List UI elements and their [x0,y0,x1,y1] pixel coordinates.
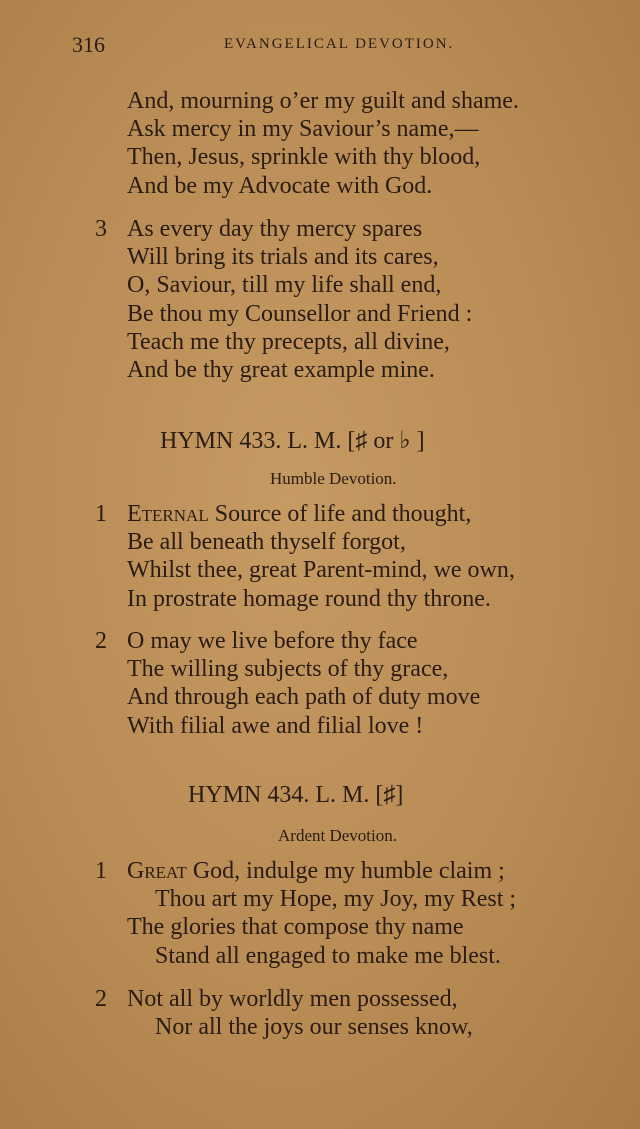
hymn-434-subtitle: Ardent Devotion. [278,826,397,845]
verse-line: Whilst thee, great Parent-mind, we own, [127,557,515,584]
stanza-number: 1 [95,858,107,884]
verse-line: Source of life and thought, [208,501,472,527]
hymn-434-stanza-1 [95,857,516,970]
verse-line: Thou art my Hope, my Joy, my Rest ; [155,886,517,913]
verse-line: O, Saviour, till my life shall end, [127,272,442,299]
hymn-433-stanza-2 [95,627,480,740]
page-number: 316 [72,32,105,57]
stanza-3 [95,215,472,384]
stanza-continued [95,87,519,200]
verse-first-word: Eternal [127,501,209,527]
stanza-number: 2 [95,986,107,1012]
verse-line: And be my Advocate with God. [127,172,433,199]
verse-line: Not all by worldly men possessed, [127,986,458,1012]
stanza-number: 1 [95,501,107,527]
verse-first-word: Great [127,858,187,884]
verse-line: The glories that compose thy name [127,914,464,941]
running-title: EVANGELICAL DEVOTION. [224,36,455,52]
verse-line: God, indulge my humble claim ; [186,858,505,884]
verse-line: Be thou my Counsellor and Friend : [127,300,473,327]
stanza-number: 3 [95,216,107,242]
page-header [72,30,610,60]
verse-line: And through each path of duty move [127,684,481,711]
verse-line: Then, Jesus, sprinkle with thy blood, [127,144,481,171]
verse-line: O may we live before thy face [127,628,418,654]
verse-line: Ask mercy in my Saviour’s name,— [127,116,479,143]
hymn-434-title: HYMN 434. L. M. [♯] [188,782,404,808]
verse-line: With filial awe and filial love ! [127,712,424,739]
verse-line: Nor all the joys our senses know, [155,1014,473,1041]
hymn-433-subtitle: Humble Devotion. [270,469,397,488]
verse-line: Be all beneath thyself forgot, [127,529,406,556]
hymn-433-title: HYMN 433. L. M. [♯ or ♭ ] [160,428,425,454]
verse-line: Stand all engaged to make me blest. [155,942,501,969]
verse-line: The willing subjects of thy grace, [127,656,449,683]
hymn-434-stanza-2 [95,985,473,1041]
verse-line: In prostrate homage round thy throne. [127,585,491,612]
verse-line: Teach me thy precepts, all divine, [127,328,450,355]
verse-line: Will bring its trials and its cares, [127,244,439,271]
verse-line: And, mourning o’er my guilt and shame. [127,88,519,114]
stanza-number: 2 [95,628,107,654]
verse-line: And be thy great example mine. [127,357,435,384]
hymn-433-stanza-1 [95,500,515,613]
verse-line: As every day thy mercy spares [127,216,423,242]
